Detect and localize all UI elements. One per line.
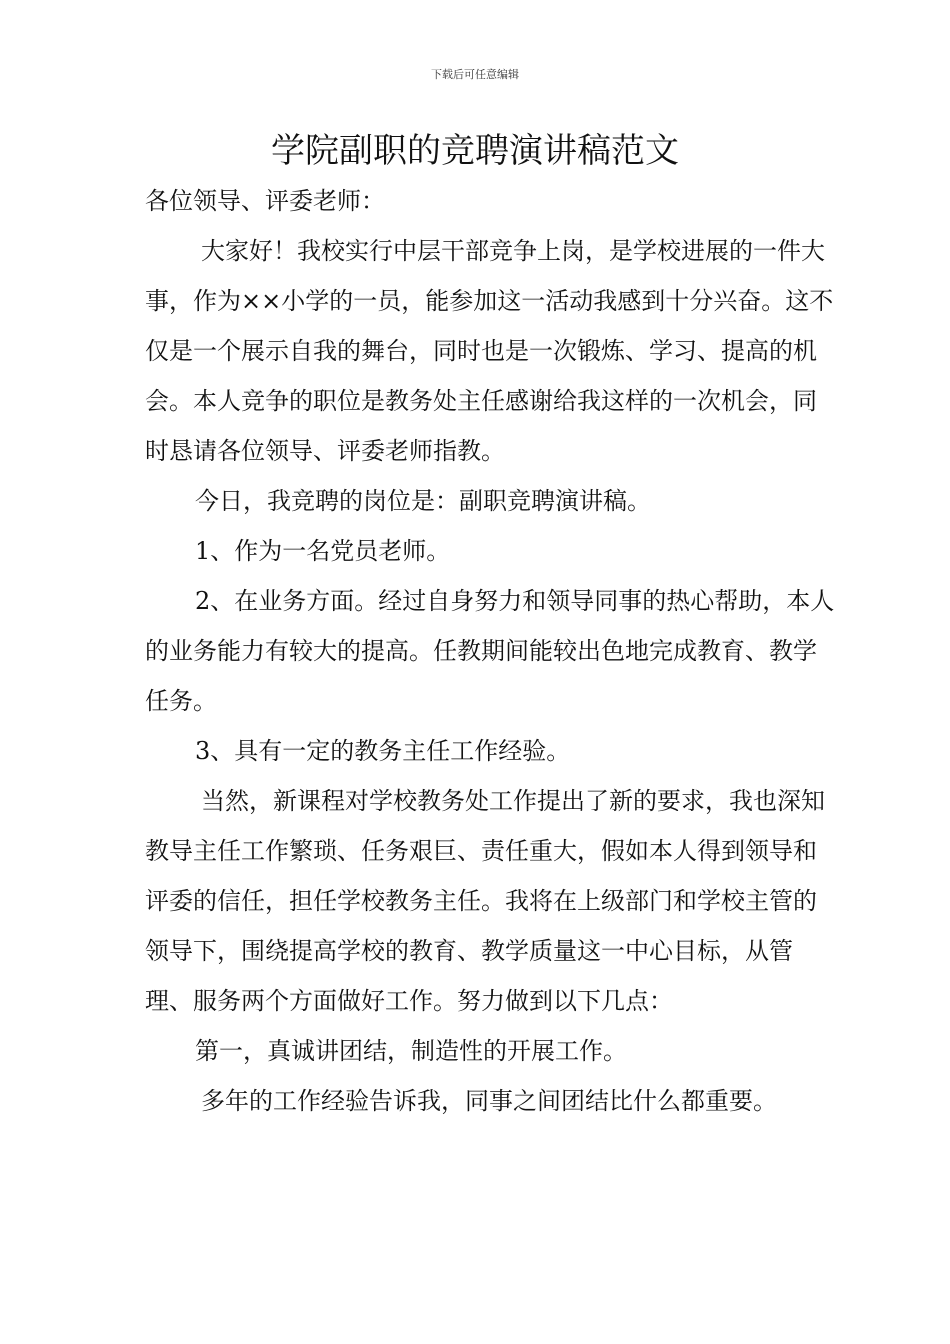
document-body: [145, 176, 835, 1126]
document-title: 学院副职的竞聘演讲稿范文: [271, 131, 679, 171]
salutation-paragraph: 各位领导、评委老师：: [145, 187, 385, 215]
list-item: 1、作为一名党员老师。: [195, 537, 451, 565]
list-item: 2、在业务方面。经过自身努力和领导同事的热心帮助，本人的业务能力有较大的提高。任教期间能较出色地完成教育、教学任务。: [145, 587, 835, 715]
body-paragraph: 大家好！我校实行中层干部竞争上岗，是学校进展的一件大事，作为××小学的一员，能参加这一活动我感到十分兴奋。这不仅是一个展示自我的舞台，同时也是一次锻炼、学习、提高的机会。本人竞争的职位是教务处主任感谢给我这样的一次机会，同时恳请各位领导、评委老师指教。: [145, 237, 834, 465]
list-item: 3、具有一定的教务主任工作经验。: [195, 737, 571, 765]
body-paragraph: 多年的工作经验告诉我，同事之间团结比什么都重要。: [201, 1087, 777, 1115]
body-paragraph: 今日，我竞聘的岗位是：副职竞聘演讲稿。: [195, 487, 651, 515]
body-paragraph: 当然，新课程对学校教务处工作提出了新的要求，我也深知教导主任工作繁琐、任务艰巨、责任重大，假如本人得到领导和评委的信任，担任学校教务主任。我将在上级部门和学校主管的领导下，围绕提高学校的教育、教学质量这一中心目标，从管理、服务两个方面做好工作。努力做到以下几点：: [145, 787, 825, 1015]
header-note: 下载后可任意编辑: [431, 68, 519, 81]
body-paragraph: 第一，真诚讲团结，制造性的开展工作。: [195, 1037, 627, 1065]
